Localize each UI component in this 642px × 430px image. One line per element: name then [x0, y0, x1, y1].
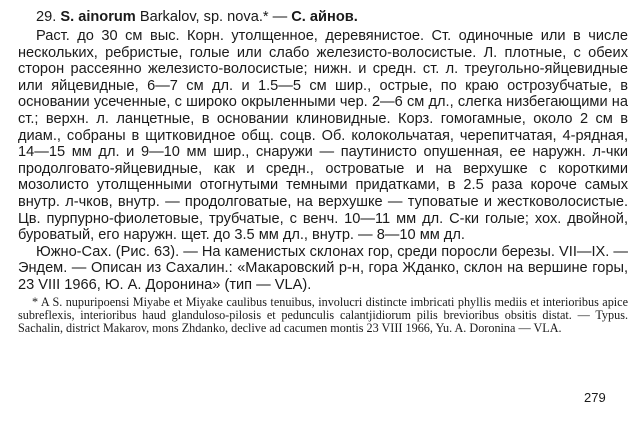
author-citation: Barkalov, sp. nova.* —: [139, 9, 288, 25]
book-page: [18, 8, 628, 336]
page-number: 279: [584, 390, 606, 405]
species-number: 29.: [36, 9, 57, 25]
description-paragraph: Раст. до 30 см выс. Корн. утолщенное, деревянистое. Ст. одиночные или в числе нескольких, ребристые, голые или слабо железисто-волосистые. Л. плотные, с обеих сторон рассеянно железисто-волосистые; нижн. и средн. ст. л. треугольно-яйцевидные или яйцевидные, 6—7 см дл. и 1.5—5 см шир., острые, по краю острозубчатые, в основании усеченные, с широко окрыленными чер. 2—6 см дл., слегка низбегающими на ст.; верхн. л. ланцетные, в основании клиновидные. Корз. гомогамные, около 2 см в диам., собраны в щитковидное общ. соцв. Об. колокольчатая, черепитчатая, 4-рядная, 14—15 мм дл. и 9—10 мм шир., снаружи — паутинисто опушенная, ее наружн. л-чки продолговато-яйцевидные, как и средн., островатые и на верхушке с короткими мозолисто утолщенными отогнутыми темными придатками, в 2.5 раза короче самых внутр. л-чков, внутр. — продолговатые, на верхушке — туповатые и жестковолосистые. Цв. пурпурно-фиолетовые, трубчатые, с венч. 10—11 мм дл. С-ки голые; хох. двойной, буроватый, его наружн. щет. до 3.5 мм дл., внутр. — 8—10 мм дл.: [18, 28, 628, 244]
distribution-paragraph: Южно-Сах. (Рис. 63). — На каменистых склонах гор, среди поросли березы. VII—IX. — Эндем. — Описан из Сахалин.: «Макаровский р-н, гора Жданко, склон на вершине горы, 23 VIII 1966, Ю. А. Доронина» (тип — VLA).: [18, 243, 628, 293]
footnote-text: * A S. nupuripoensi Miyabe et Miyake caulibus tenuibus, involucri distincte imbricati phyllis mediis et interioribus apice subreflexis, interioribus haud glanduloso-pilosis et pedunculis calantjidiorum pilis brevioribus obsitis distat. — Typus. Sachalin, district Makarov, mons Zhdanko, declive ad cacumen montis 23 VIII 1966, Yu. A. Doronina — VLA.: [18, 294, 628, 336]
footnote: [18, 296, 628, 336]
latin-name: S. ainorum: [60, 9, 136, 25]
species-heading: [18, 8, 628, 26]
russian-name: С. айнов.: [291, 9, 358, 25]
species-entry: [18, 8, 628, 294]
